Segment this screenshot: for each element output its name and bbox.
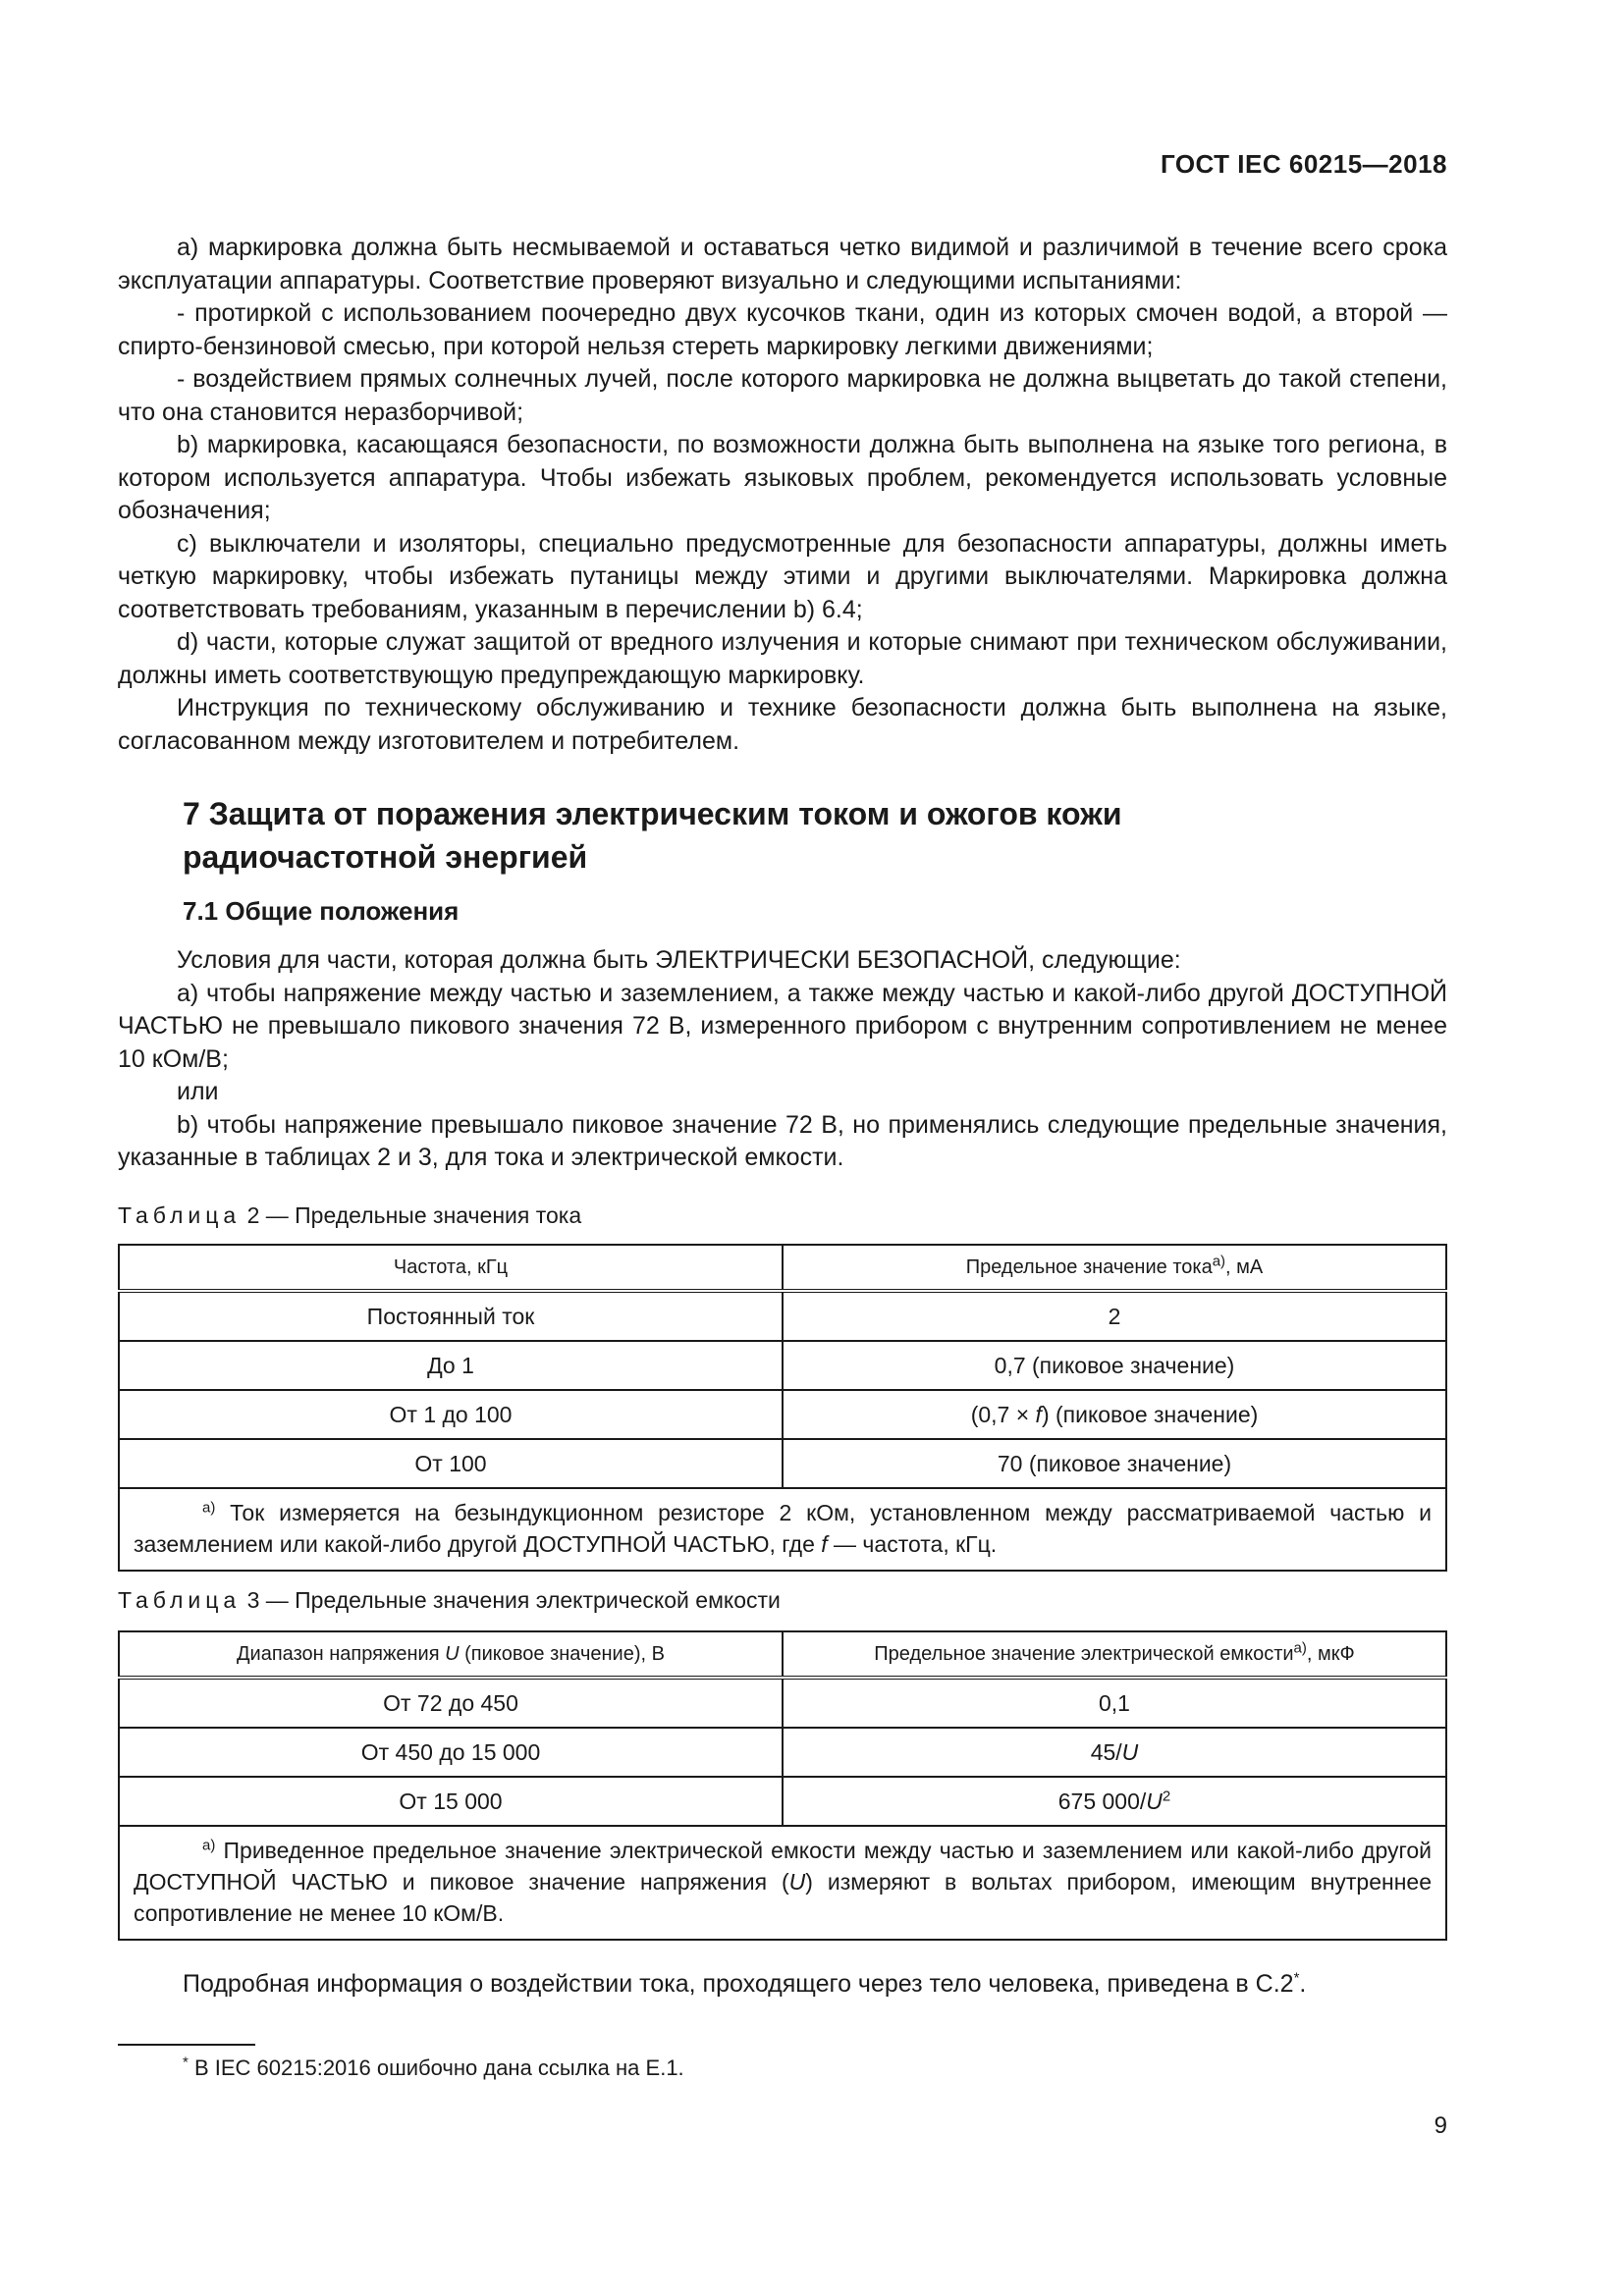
- intro-text: [118, 232, 1447, 758]
- document-header: ГОСТ IEC 60215—2018: [1160, 149, 1447, 179]
- paragraph: а) чтобы напряжение между частью и заземлением, а также между частью и какой-либо другой ДОСТУПНОЙ ЧАСТЬЮ не превышало пикового значения 72 В, измеренного прибором с внутренним сопротивлением не менее 10 кОм/В;: [118, 979, 1447, 1073]
- col-header-current-limit: Предельное значение тока$^{a)}$, мА: [783, 1245, 1446, 1291]
- section-title: 7 Защита от поражения электрическим током и ожогов кожи радиочастотной энергией: [183, 796, 1122, 875]
- table-row: [119, 1678, 1446, 1728]
- table-note: $^{a)}$ Ток измеряется на безындукционном резисторе 2 кОм, установленном между рассматриваемой частью и заземлением или какой-либо другой ДОСТУПНОЙ ЧАСТЬЮ, где f — частота, кГц.: [119, 1488, 1446, 1571]
- cell-limit: (0,7 × f) (пиковое значение): [783, 1390, 1446, 1439]
- cell-frequency: Постоянный ток: [119, 1291, 783, 1341]
- caption-word: Таблица: [118, 1587, 242, 1613]
- paragraph: b) чтобы напряжение превышало пиковое значение 72 В, но применялись следующие предельные значения, указанные в таблицах 2 и 3, для тока и электрической емкости.: [118, 1110, 1447, 1171]
- cell-limit: 2: [783, 1291, 1446, 1341]
- cell-range: От 450 до 15 000: [119, 1728, 783, 1777]
- paragraph: - протиркой с использованием поочередно двух кусочков ткани, один из которых смочен водой, а второй — спирто-бензиновой смесью, при которой нельзя стереть маркировку легкими движениями;: [118, 299, 1447, 360]
- paragraph: - воздействием прямых солнечных лучей, после которого маркировка не должна выцветать до такой степени, что она становится неразборчивой;: [118, 365, 1447, 426]
- paragraph: b) маркировка, касающаяся безопасности, по возможности должна быть выполнена на языке того региона, в котором используется аппаратура. Чтобы избежать языковых проблем, рекомендуется использовать условные обозначения;: [118, 431, 1447, 524]
- caption-text: 3 — Предельные значения электрической емкости: [241, 1587, 781, 1613]
- cell-limit: 0,1: [783, 1678, 1446, 1728]
- footnote-divider: [118, 2044, 255, 2046]
- paragraph: или: [177, 1078, 219, 1105]
- table-note-row: [119, 1488, 1446, 1571]
- paragraph: c) выключатели и изоляторы, специально предусмотренные для безопасности аппаратуры, должны иметь четкую маркировку, чтобы избежать путаницы между этими и другими выключателями. Маркировка должна соответствовать требованиям, указанным в перечислении b) 6.4;: [118, 529, 1447, 623]
- table-note: $^{a)}$ Приведенное предельное значение электрической емкости между частью и заземлением или какой-либо другой ДОСТУПНОЙ ЧАСТЬЮ и пиковое значение напряжения (U) измеряют в вольтах прибором, имеющим внутреннее сопротивление не менее 10 кОм/В.: [119, 1826, 1446, 1940]
- table-row: [119, 1439, 1446, 1488]
- caption-text: 2 — Предельные значения тока: [241, 1202, 582, 1228]
- cell-frequency: От 1 до 100: [119, 1390, 783, 1439]
- table-note-row: [119, 1826, 1446, 1940]
- cell-limit: 45/U: [783, 1728, 1446, 1777]
- table-row: [119, 1291, 1446, 1341]
- caption-word: Таблица: [118, 1202, 242, 1228]
- table2-current-limits: [118, 1244, 1447, 1572]
- paragraph: Условия для части, которая должна быть ЭЛЕКТРИЧЕСКИ БЕЗОПАСНОЙ, следующие:: [177, 946, 1181, 974]
- table-row: [119, 1777, 1446, 1826]
- col-header-capacitance-limit: Предельное значение электрической емкости$^{a)}$, мкФ: [783, 1631, 1446, 1678]
- section-text: [118, 944, 1447, 1175]
- table3-caption: [118, 1587, 781, 1614]
- col-header-frequency: Частота, кГц: [119, 1245, 783, 1291]
- page-number: 9: [1434, 2112, 1447, 2139]
- subsection-title: 7.1 Общие положения: [183, 896, 460, 926]
- cell-frequency: От 100: [119, 1439, 783, 1488]
- table3-capacitance-limits: [118, 1630, 1447, 1941]
- paragraph: Инструкция по техническому обслуживанию и технике безопасности должна быть выполнена на языке, согласованном между изготовителем и потребителем.: [118, 694, 1447, 755]
- cell-limit: 0,7 (пиковое значение): [783, 1341, 1446, 1390]
- cell-range: От 15 000: [119, 1777, 783, 1826]
- table-row: [119, 1390, 1446, 1439]
- table-row: [119, 1728, 1446, 1777]
- cell-limit: 675 $000/U^2$: [783, 1777, 1446, 1826]
- footnote-ref: *: [1293, 1969, 1300, 1987]
- footnote: * В IEC 60215:2016 ошибочно дана ссылка на Е.1.: [183, 2054, 684, 2080]
- table2-caption: [118, 1202, 581, 1229]
- closing-paragraph: Подробная информация о воздействии тока, проходящего через тело человека, приведена в С.2*.: [183, 1969, 1307, 1998]
- cell-frequency: До 1: [119, 1341, 783, 1390]
- cell-range: От 72 до 450: [119, 1678, 783, 1728]
- table-row: [119, 1341, 1446, 1390]
- cell-limit: 70 (пиковое значение): [783, 1439, 1446, 1488]
- col-header-voltage-range: Диапазон напряжения U (пиковое значение), В: [119, 1631, 783, 1678]
- paragraph: а) маркировка должна быть несмываемой и оставаться четко видимой и различимой в течение всего срока эксплуатации аппаратуры. Соответствие проверяют визуально и следующими испытаниями:: [118, 234, 1447, 294]
- paragraph: d) части, которые служат защитой от вредного излучения и которые снимают при техническом обслуживании, должны иметь соответствующую предупреждающую маркировку.: [118, 628, 1447, 689]
